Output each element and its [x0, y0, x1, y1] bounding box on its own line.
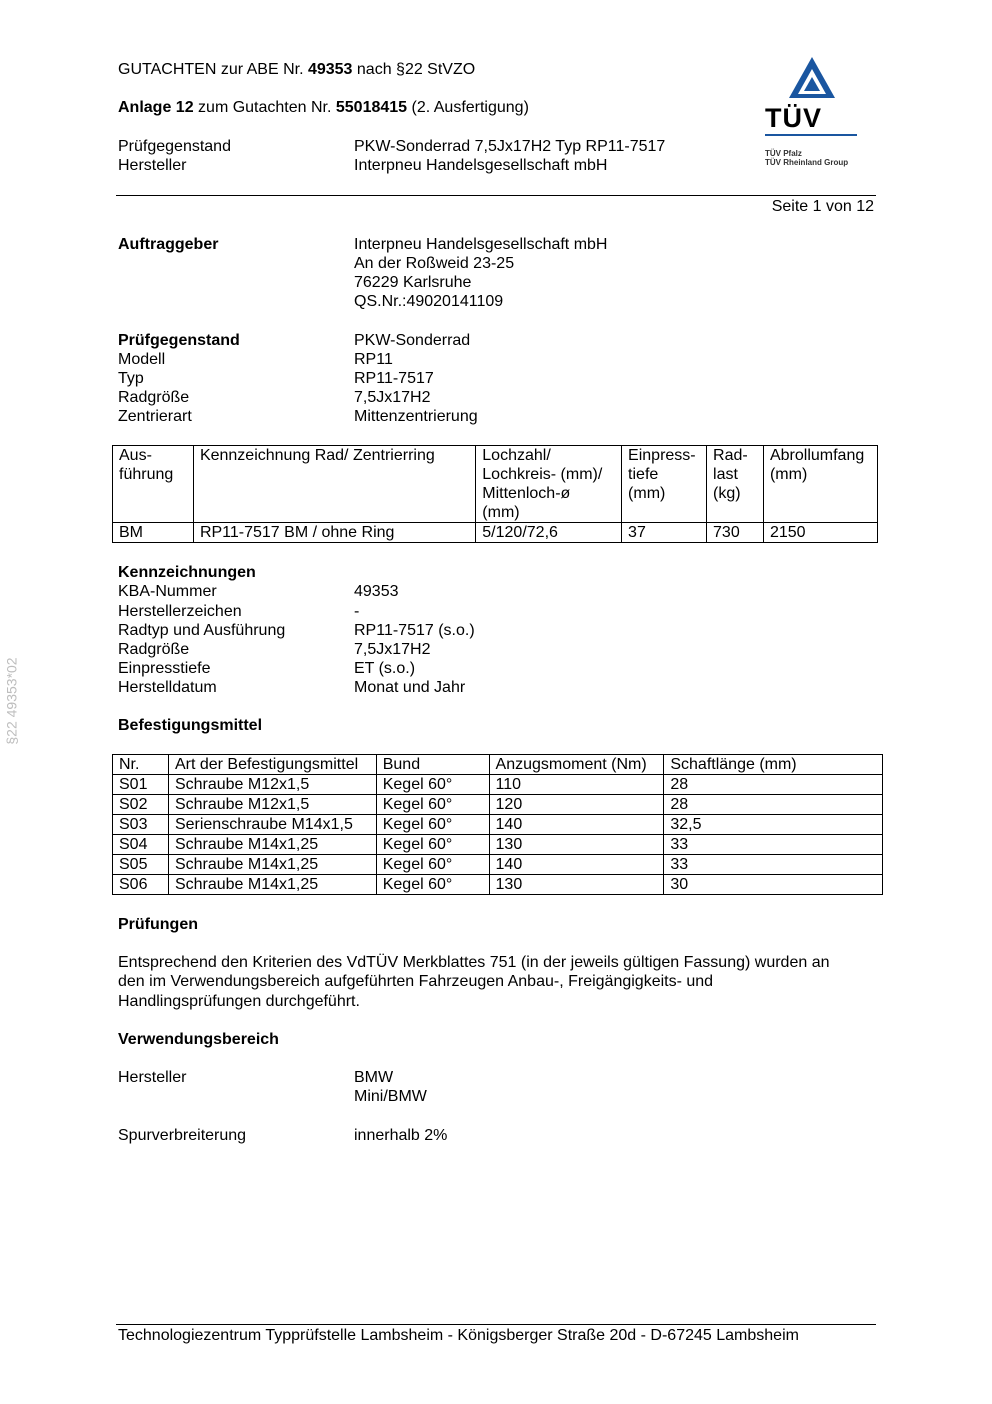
table-row	[113, 815, 883, 835]
bef-cell: 28	[664, 775, 883, 795]
footer-text: Technologiezentrum Typprüfstelle Lambsheim - Königsberger Straße 20d - D-67245 Lambsheim	[118, 1327, 799, 1344]
pruefungen-text-line: den im Verwendungsbereich aufgeführten Fahrzeugen Anbau-, Freigängigkeits- und	[118, 973, 714, 990]
tuv-logo-bar	[765, 134, 857, 136]
bef-cell: S04	[113, 835, 169, 855]
pruef-row-value: 7,5Jx17H2	[354, 389, 431, 406]
verwendung-hersteller-value: Mini/BMW	[354, 1088, 427, 1105]
bef-cell: Schraube M12x1,5	[168, 775, 376, 795]
kenn-row-label: Radtyp und Ausführung	[118, 622, 286, 639]
kenn-row-value: RP11-7517 (s.o.)	[354, 622, 475, 639]
bef-cell: 28	[664, 795, 883, 815]
bef-cell: 140	[489, 815, 664, 835]
wheel-header-cell: Lochzahl/ Lochkreis- (mm)/ Mittenloch-ø (mm)	[476, 446, 622, 523]
bef-cell: Kegel 60°	[376, 775, 489, 795]
befestigung-title: Befestigungsmittel	[118, 717, 263, 734]
bef-cell: 30	[664, 875, 883, 895]
kenn-row-value: 49353	[354, 583, 399, 600]
wheel-header-cell: Abrollumfang (mm)	[763, 446, 877, 523]
wheel-cell: 5/120/72,6	[476, 523, 622, 543]
bef-cell: 32,5	[664, 815, 883, 835]
bef-cell: 140	[489, 855, 664, 875]
bef-cell: Schraube M14x1,25	[168, 855, 376, 875]
pruef-row-value: RP11-7517	[354, 370, 434, 387]
pruef-row-value: RP11	[354, 351, 393, 368]
bef-cell: Kegel 60°	[376, 835, 489, 855]
befestigung-table	[112, 754, 883, 895]
bef-cell: 33	[664, 855, 883, 875]
bef-cell: 130	[489, 875, 664, 895]
bef-cell: S03	[113, 815, 169, 835]
bef-header-cell: Anzugsmoment (Nm)	[489, 755, 664, 775]
wheel-header-cell: Rad- last (kg)	[707, 446, 764, 523]
bef-cell: Schraube M12x1,5	[168, 795, 376, 815]
table-row	[113, 775, 883, 795]
footer-divider	[116, 1324, 876, 1325]
kenn-row-label: Einpresstiefe	[118, 660, 211, 677]
bef-cell: S01	[113, 775, 169, 795]
wheel-table	[112, 445, 878, 543]
pruefungen-text-line: Handlingsprüfungen durchgeführt.	[118, 993, 360, 1010]
bef-cell: S02	[113, 795, 169, 815]
bef-cell: Kegel 60°	[376, 815, 489, 835]
header-pruef-value: PKW-Sonderrad 7,5Jx17H2 Typ RP11-7517	[354, 138, 666, 155]
wheel-table-header-row	[113, 446, 878, 523]
bef-header-cell: Schaftlänge (mm)	[664, 755, 883, 775]
table-row	[113, 855, 883, 875]
wheel-header-cell: Kennzeichnung Rad/ Zentrierring	[193, 446, 475, 523]
wheel-cell: 2150	[763, 523, 877, 543]
bef-cell: 120	[489, 795, 664, 815]
auftraggeber-line: QS.Nr.:49020141109	[354, 293, 504, 310]
bef-cell: Schraube M14x1,25	[168, 835, 376, 855]
spurverbreiterung-label: Spurverbreiterung	[118, 1127, 247, 1144]
table-row	[113, 523, 878, 543]
bef-cell: Kegel 60°	[376, 855, 489, 875]
bef-cell: Serienschraube M14x1,5	[168, 815, 376, 835]
bef-cell: 110	[489, 775, 664, 795]
wheel-cell: BM	[113, 523, 194, 543]
bef-cell: S06	[113, 875, 169, 895]
table-row	[113, 875, 883, 895]
pruefgegenstand-label: Prüfgegenstand	[118, 332, 240, 349]
pruef-row-label: Modell	[118, 351, 166, 368]
verwendung-hersteller-label: Hersteller	[118, 1069, 187, 1086]
auftraggeber-line: Interpneu Handelsgesellschaft mbH	[354, 236, 608, 253]
wheel-cell: RP11-7517 BM / ohne Ring	[193, 523, 475, 543]
tuv-logo-text: TÜV	[765, 103, 822, 133]
pruefungen-text-line: Entsprechend den Kriterien des VdTÜV Merkblattes 751 (in der jeweils gültigen Fassung) wurden an	[118, 954, 830, 971]
kenn-row-value: Monat und Jahr	[354, 679, 466, 696]
kennzeichnungen-title: Kennzeichnungen	[118, 564, 256, 581]
header-line-2: Anlage 12 zum Gutachten Nr. 55018415 (2. Ausfertigung)	[118, 99, 529, 116]
verwendung-hersteller-value: BMW	[354, 1069, 394, 1086]
pruef-row-value: Mittenzentrierung	[354, 408, 478, 425]
befestigung-header-row	[113, 755, 883, 775]
tuv-triangle-icon	[786, 55, 838, 101]
bef-cell: Kegel 60°	[376, 795, 489, 815]
kenn-row-value: ET (s.o.)	[354, 660, 416, 677]
auftraggeber-label: Auftraggeber	[118, 236, 219, 253]
kenn-row-value: 7,5Jx17H2	[354, 641, 431, 658]
table-row	[113, 795, 883, 815]
bef-cell: Kegel 60°	[376, 875, 489, 895]
page-number: Seite 1 von 12	[771, 198, 874, 215]
kenn-row-value: -	[354, 603, 360, 620]
pruef-row-label: Radgröße	[118, 389, 190, 406]
header-divider	[116, 195, 876, 196]
table-row	[113, 835, 883, 855]
tuv-logo-sub: TÜV Pfalz TÜV Rheinland Group	[765, 149, 849, 167]
bef-header-cell: Art der Befestigungsmittel	[168, 755, 376, 775]
kenn-row-label: Radgröße	[118, 641, 190, 658]
header-pruef-label: Prüfgegenstand	[118, 138, 231, 155]
pruefgegenstand-value: PKW-Sonderrad	[354, 332, 471, 349]
wheel-header-cell: Aus- führung	[113, 446, 194, 523]
side-stamp: §22 49353*02	[3, 657, 20, 745]
kenn-row-label: KBA-Nummer	[118, 583, 217, 600]
pruef-row-label: Typ	[118, 370, 144, 387]
bef-header-cell: Nr.	[113, 755, 169, 775]
verwendungsbereich-title: Verwendungsbereich	[118, 1031, 279, 1048]
kenn-row-label: Herstellerzeichen	[118, 603, 242, 620]
wheel-header-cell: Einpress- tiefe (mm)	[622, 446, 707, 523]
header-line-1: GUTACHTEN zur ABE Nr. 49353 nach §22 StVZO	[118, 61, 476, 78]
pruefungen-title: Prüfungen	[118, 916, 198, 933]
bef-cell: Schraube M14x1,25	[168, 875, 376, 895]
header-hersteller-label: Hersteller	[118, 157, 187, 174]
wheel-cell: 730	[707, 523, 764, 543]
tuv-logo	[762, 55, 862, 175]
bef-cell: S05	[113, 855, 169, 875]
bef-cell: 130	[489, 835, 664, 855]
bef-cell: 33	[664, 835, 883, 855]
wheel-cell: 37	[622, 523, 707, 543]
auftraggeber-line: An der Roßweid 23-25	[354, 255, 515, 272]
pruef-row-label: Zentrierart	[118, 408, 192, 425]
kenn-row-label: Herstelldatum	[118, 679, 217, 696]
bef-header-cell: Bund	[376, 755, 489, 775]
auftraggeber-line: 76229 Karlsruhe	[354, 274, 472, 291]
spurverbreiterung-value: innerhalb 2%	[354, 1127, 448, 1144]
header-hersteller-value: Interpneu Handelsgesellschaft mbH	[354, 157, 608, 174]
